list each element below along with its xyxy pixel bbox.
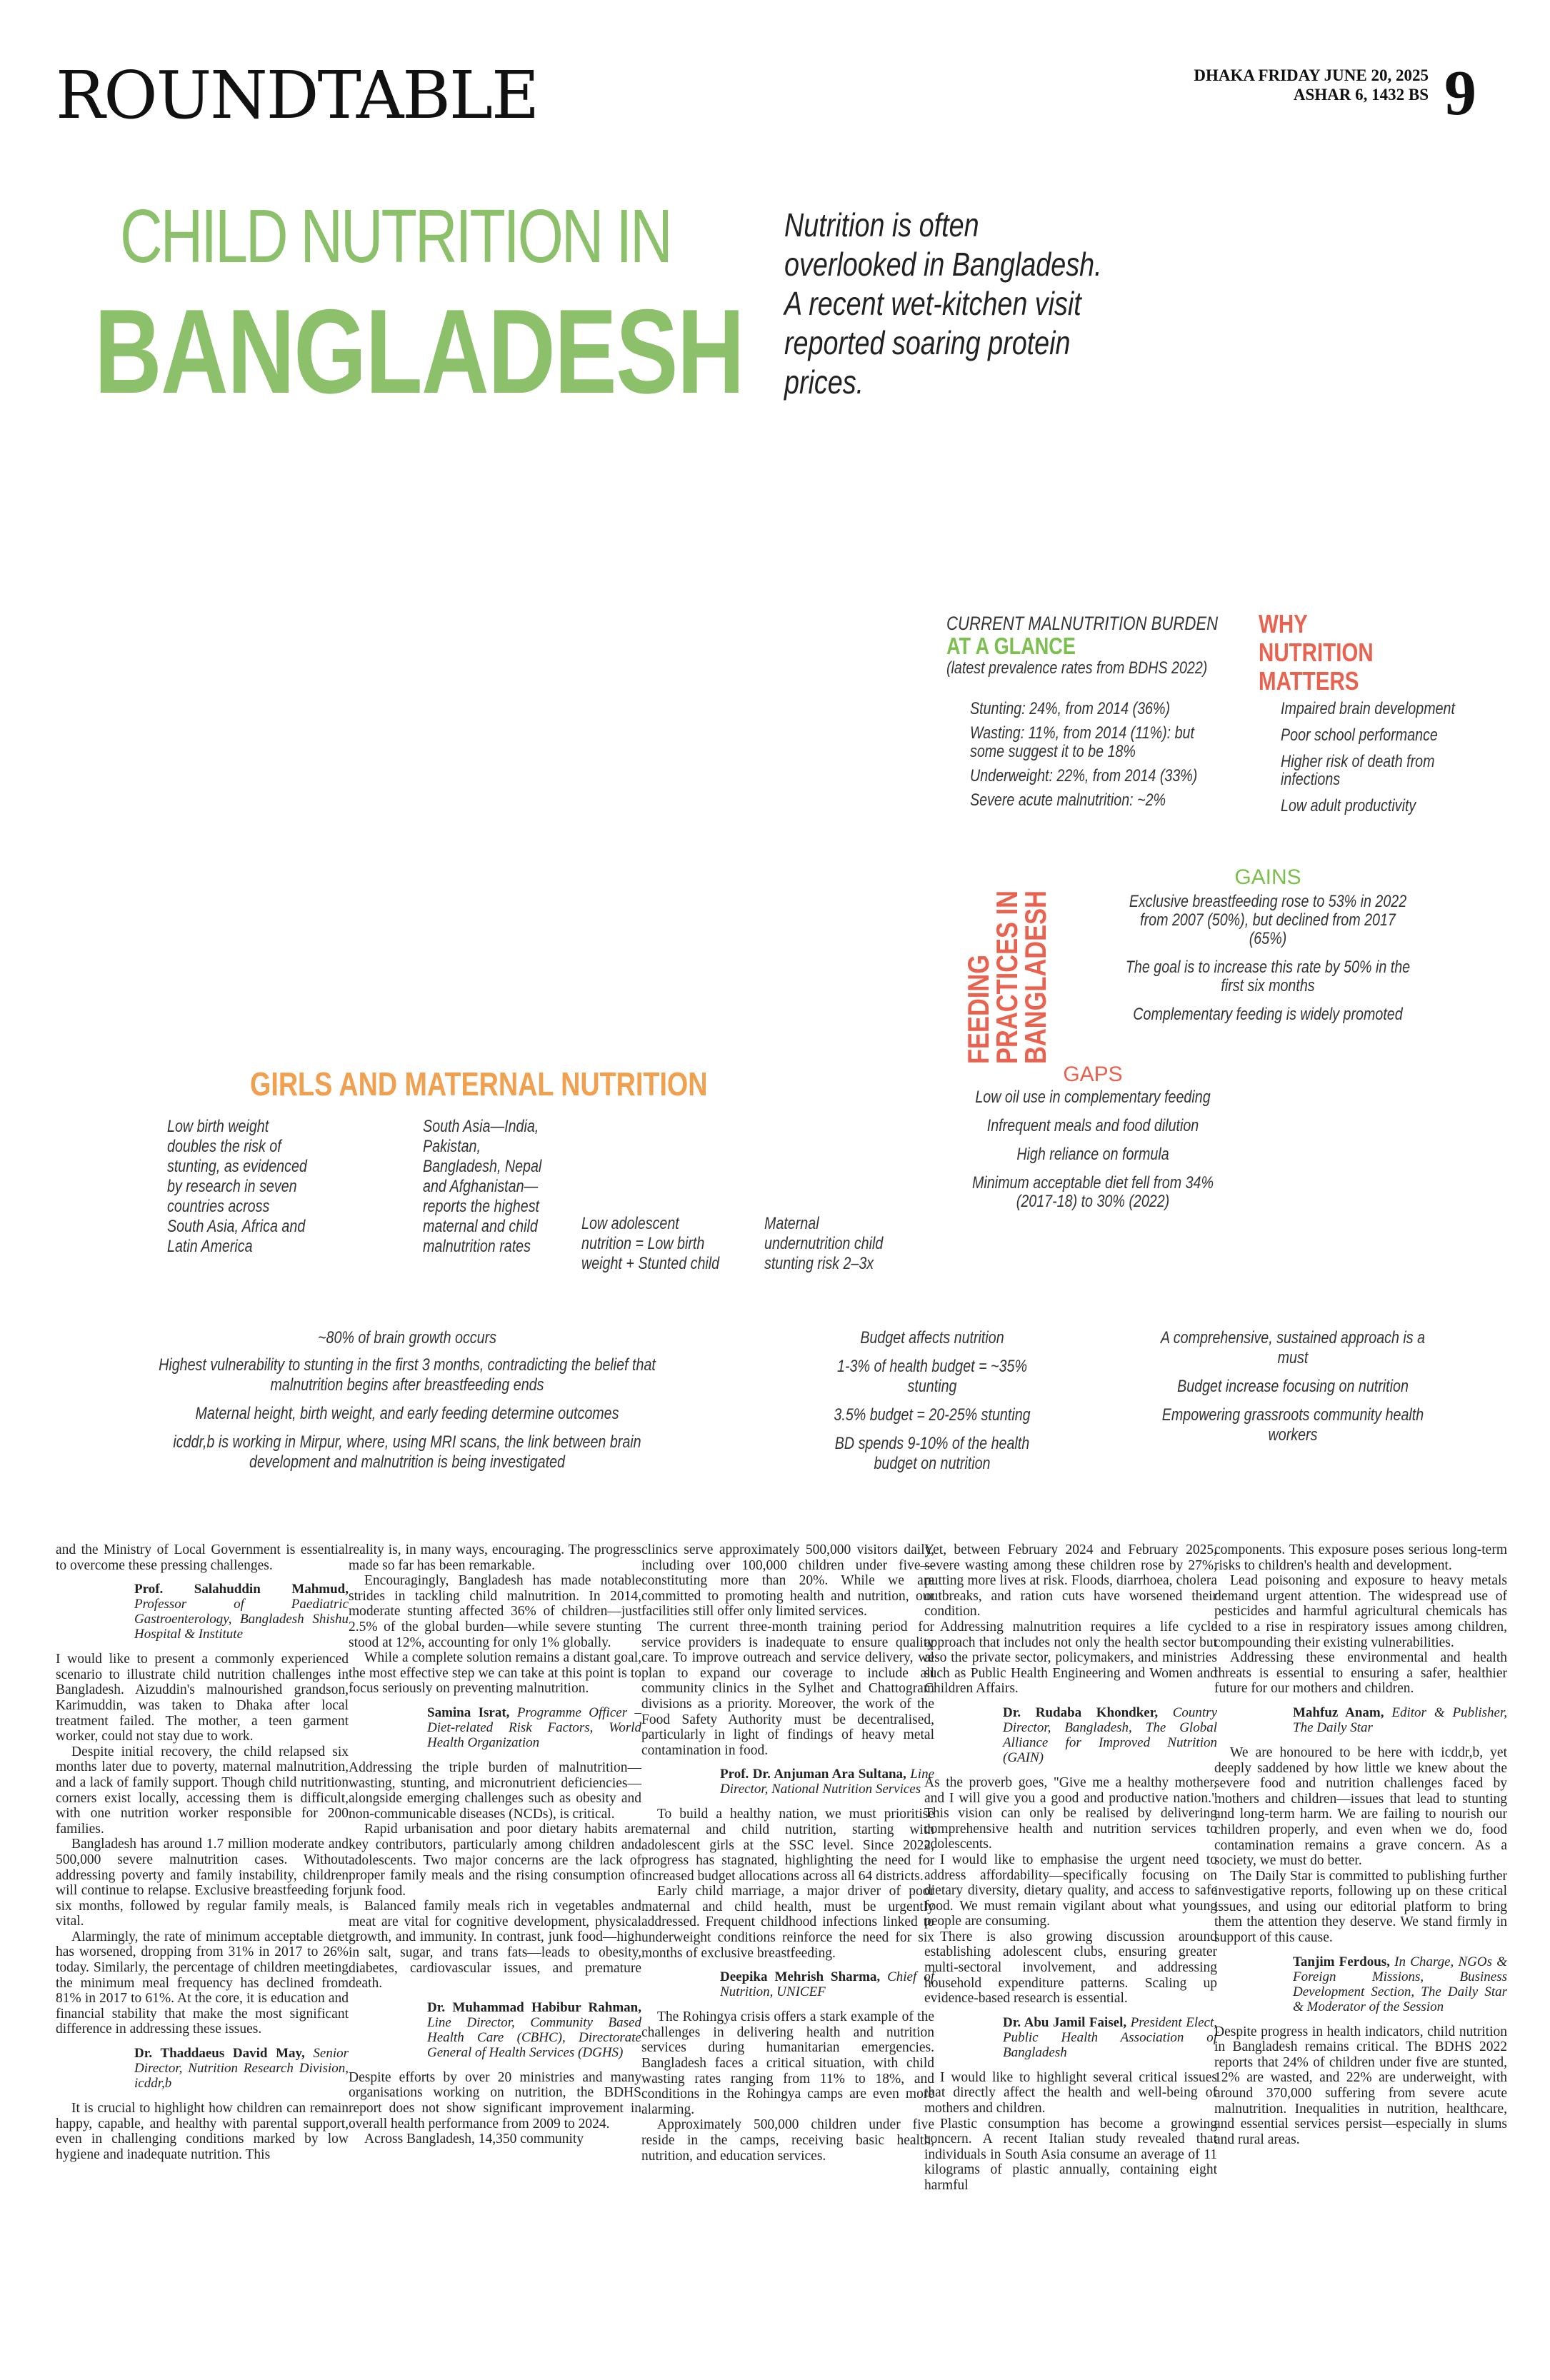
body-column-4 (924, 1542, 1217, 2194)
body-column-2 (349, 1542, 641, 2147)
byline-name: Tanjim Ferdous, (1293, 1954, 1390, 1969)
byline (134, 2046, 349, 2091)
byline-role: Line Director, National Nutrition Services (720, 1767, 935, 1797)
feeding-heading-line: FEEDING (961, 954, 995, 1064)
gaps-title: GAPS (1063, 1063, 1123, 1086)
budget-item: 1-3% of health budget = ~35% stunting (837, 1357, 1027, 1396)
paragraph: There is also growing discussion around establishing adolescent clubs, ensuring greater multi-sectoral involvement, and addressing household expenditure patterns. Scaling up evidence-based research is essential. (924, 1929, 1217, 2007)
byline-role: Senior Director, Nutrition Research Division, icddr,b (134, 2046, 349, 2092)
page-number: 9 (1444, 58, 1476, 129)
why-heading (1259, 610, 1374, 696)
byline-role: Professor of Paediatric Gastroenterology, Bangladesh Shishu Hospital & Institute (134, 1597, 349, 1642)
gains-item: Exclusive breastfeeding rose to 53% in 2022 from 2007 (50%), but declined from 2017 (65%) (1129, 892, 1407, 948)
girls-heading: GIRLS AND MATERNAL NUTRITION (250, 1065, 708, 1103)
approach-block (1129, 1328, 1457, 1445)
byline (1003, 2015, 1217, 2060)
burden-title: AT A GLANCE (946, 633, 1076, 659)
paragraph: Despite initial recovery, the child relapsed six months later due to poverty, maternal malnutrition, and a lack of family support. Though child nutrition corners exist locally, accessing them is difficult, with one nutrition worker responsible for 200 families. (56, 1744, 349, 1837)
feeding-vertical-heading (961, 864, 1086, 1064)
brain-item: icddr,b is working in Mirpur, where, using MRI scans, the link between brain development and malnutrition is being investigated (173, 1432, 641, 1472)
budget-item: Budget affects nutrition (860, 1328, 1004, 1347)
brain-item: Highest vulnerability to stunting in the first 3 months, contradicting the belief that malnutrition begins after breastfeeding ends (159, 1355, 656, 1395)
gains-title: GAINS (1234, 865, 1301, 889)
paragraph: Approximately 500,000 children under five reside in the camps, receiving basic health, nutrition, and education services. (641, 2117, 934, 2164)
dateline (1186, 66, 1429, 104)
paragraph: It is crucial to highlight how children can remain happy, capable, and healthy with parental support, even in challenging conditions marked by low hygiene and inadequate nutrition. This (56, 2101, 349, 2162)
gains-item: Complementary feeding is widely promoted (1133, 1005, 1403, 1024)
paragraph: Addressing malnutrition requires a life cycle approach that includes not only the health sector but also the private sector, policymakers, and ministries such as Public Health Engineering and Women and Children Affairs. (924, 1619, 1217, 1697)
paragraph: Encouragingly, Bangladesh has made notable strides in tackling child malnutrition. In 2014, moderate stunting affected 36% of children—just 2.5% of the global burden—while severe stunting stood at 12%, accounting for only 1% globally. (349, 1573, 641, 1650)
paragraph: Rapid urbanisation and poor dietary habits are key contributors, particularly among children and adolescents. Two major concerns are the lack of proper family meals and the rising consumption of junk food. (349, 1822, 641, 1899)
paragraph: To build a healthy nation, we must prioritise maternal and child nutrition, starting with adolescent girls at the SSC level. Since 2022, progress has stagnated, highlighting the need for increased budget allocations across all 64 districts. (641, 1807, 934, 1884)
byline-role: Editor & Publisher, The Daily Star (1293, 1704, 1507, 1735)
why-list (1281, 700, 1480, 815)
gaps-block (943, 1063, 1243, 1211)
burden-block (946, 613, 1246, 678)
byline (1293, 1954, 1507, 2014)
paragraph: We are honoured to be here with icddr,b, yet deeply saddened by how little we knew about the severe food and nutrition challenges faced by mothers and children—issues that lead to stunting and long-term harm. We are failing to nourish our children properly, and even when we do, food contamination remains a grave concern. As a society, we must do better. (1214, 1744, 1507, 1869)
paragraph: While a complete solution remains a distant goal, the most effective step we can take at this point is to focus seriously on preventing malnutrition. (349, 1650, 641, 1697)
why-item: Higher risk of death from infections (1281, 752, 1435, 789)
approach-item: Empowering grassroots community health workers (1161, 1405, 1424, 1445)
paragraph: The Daily Star is committed to publishing further investigative reports, following up on these critical issues, and using our editorial platform to bring them the attention they deserve. We stand firmly in support of this cause. (1214, 1868, 1507, 1946)
headline-line-2: BANGLADESH (94, 284, 744, 418)
byline-role: Country Director, Bangladesh, The Global Alliance for Improved Nutrition (GAIN) (1003, 1704, 1217, 1765)
why-heading-line: NUTRITION (1259, 638, 1374, 667)
byline-role: Chief of Nutrition, UNICEF (720, 1969, 935, 2000)
girls-item-1: Low birth weight doubles the risk of stunting, as evidenced by research in seven countries across South Asia, Africa and Latin America (167, 1117, 307, 1256)
byline-name: Prof. Salahuddin Mahmud, (134, 1582, 349, 1597)
why-item: Low adult productivity (1281, 796, 1416, 815)
brain-item: ~80% of brain growth occurs (318, 1328, 496, 1347)
paragraph: The Rohingya crisis offers a stark example of the challenges in delivering health and nutrition services during humanitarian emergencies. Bangladesh faces a critical situation, with child wasting rates ranging from 11% to 18%, and conditions in the Rohingya camps are even more alarming. (641, 2009, 934, 2117)
girls-item-2: South Asia—India, Pakistan, Bangladesh, Nepal and Afghanistan—reports the highest maternal and child malnutrition rates (423, 1117, 542, 1256)
headline-line-1: CHILD NUTRITION IN (120, 194, 671, 278)
paragraph: Bangladesh has around 1.7 million moderate and 500,000 severe malnutrition cases. Without addressing poverty and family instability, children will continue to relapse. Exclusive breastfeeding for six months, followed by regular family meals, is vital. (56, 1837, 349, 1929)
paragraph: and the Ministry of Local Government is essential to overcome these pressing challenges. (56, 1542, 349, 1573)
paragraph: reality is, in many ways, encouraging. The progress made so far has been remarkable. (349, 1542, 641, 1573)
feeding-heading-line: PRACTICES IN (990, 890, 1024, 1064)
headline-intro: Nutrition is often overlooked in Bangladesh. A recent wet-kitchen visit reported soaring protein prices. (784, 206, 1102, 401)
budget-block (804, 1328, 1061, 1474)
gains-block (1089, 865, 1446, 1024)
girls-item-4: Maternal undernutrition child stunting risk 2–3x (764, 1214, 884, 1273)
byline (427, 1705, 641, 1750)
burden-item: Severe acute malnutrition: ~2% (970, 790, 1166, 810)
paragraph: Lead poisoning and exposure to heavy metals demand urgent attention. The widespread use of pesticides and harmful agricultural chemicals has led to a rise in respiratory issues among children, compounding their existing vulnerabilities. (1214, 1573, 1507, 1650)
byline-name: Deepika Mehrish Sharma, (720, 1969, 881, 1985)
burden-kicker: CURRENT MALNUTRITION BURDEN (946, 613, 1219, 634)
byline (720, 1969, 934, 1999)
paragraph: Despite efforts by over 20 ministries and many organisations working on nutrition, the BDHS report does not show significant improvement in overall health performance from 2009 to 2024. (349, 2069, 641, 2132)
byline-role: Line Director, Community Based Health Care (CBHC), Directorate General of Health Services (DGHS) (427, 2014, 641, 2060)
paragraph: Balanced family meals rich in vegetables and meat are vital for cognitive development, physical growth, and immunity. In contrast, junk food—high in salt, sugar, and trans fats—leads to obesity, diabetes, cardiovascular issues, and premature death. (349, 1899, 641, 1992)
budget-item: 3.5% budget = 20-25% stunting (834, 1405, 1031, 1425)
why-heading-line: MATTERS (1259, 666, 1359, 696)
byline-name: Dr. Rudaba Khondker, (1003, 1704, 1159, 1720)
dateline-date: DHAKA FRIDAY JUNE 20, 2025 (1194, 66, 1429, 84)
why-item: Poor school performance (1281, 725, 1438, 745)
brain-block (79, 1328, 736, 1472)
paragraph: Addressing these environmental and health threats is essential to ensuring a safer, healthier future for our mothers and children. (1214, 1650, 1507, 1697)
girls-item-3: Low adolescent nutrition = Low birth weight + Stunted child (581, 1214, 720, 1273)
gaps-item: Low oil use in complementary feeding (975, 1088, 1211, 1107)
burden-list (970, 700, 1228, 810)
paragraph: Yet, between February 2024 and February 2025, severe wasting among these children rose by 27%, putting more lives at risk. Floods, diarrhoea, cholera outbreaks, and ration cuts have worsened their condition. (924, 1542, 1217, 1620)
paragraph: components. This exposure poses serious long-term risks to children's health and development. (1214, 1542, 1507, 1573)
burden-item: Stunting: 24%, from 2014 (36%) (970, 699, 1171, 718)
byline-name: Dr. Abu Jamil Faisel, (1003, 2014, 1127, 2030)
burden-subtitle: (latest prevalence rates from BDHS 2022) (946, 658, 1208, 678)
byline (720, 1767, 934, 1797)
why-heading-line: WHY (1259, 609, 1308, 638)
paragraph: The current three-month training period for service providers is inadequate to ensure quality care. To improve outreach and service delivery, we plan to expand our coverage to include all community clinics in the Sylhet and Chattogram divisions as a priority. Moreover, the work of the Food Safety Authority must be decentralised, particularly in light of findings of heavy metal contamination in food. (641, 1619, 934, 1758)
byline-role: Programme Officer – Diet-related Risk Factors, World Health Organization (427, 1704, 641, 1750)
paragraph: clinics serve approximately 500,000 visitors daily, including over 100,000 children under five—constituting more than 20%. While we are committed to promoting health and nutrition, our facilities still offer only limited services. (641, 1542, 934, 1620)
byline-name: Mahfuz Anam, (1293, 1704, 1384, 1720)
byline-role: In Charge, NGOs & Foreign Missions, Business Development Section, The Daily Star & Moderator of the Session (1293, 1954, 1508, 2014)
feeding-heading-line: BANGLADESH (1019, 890, 1052, 1064)
gaps-item: Infrequent meals and food dilution (986, 1116, 1199, 1135)
gains-item: The goal is to increase this rate by 50% in the first six months (1125, 958, 1411, 995)
byline (134, 1582, 349, 1642)
byline-role: President Elect, Public Health Association of Bangladesh (1003, 2014, 1217, 2060)
brain-item: Maternal height, birth weight, and early feeding determine outcomes (195, 1404, 619, 1423)
body-column-5 (1214, 1542, 1507, 2147)
byline-name: Samina Israt, (427, 1704, 510, 1720)
section-masthead: ROUNDTABLE (56, 57, 539, 134)
approach-item: Budget increase focusing on nutrition (1177, 1377, 1409, 1396)
byline (1003, 1705, 1217, 1765)
paragraph: Addressing the triple burden of malnutrition—wasting, stunting, and micronutrient deficiencies—alongside emerging challenges such as obesity and non-communicable diseases (NCDs), is critical. (349, 1759, 641, 1822)
gaps-item: High reliance on formula (1016, 1145, 1169, 1164)
budget-item: BD spends 9-10% of the health budget on nutrition (834, 1434, 1030, 1473)
burden-item: Underweight: 22%, from 2014 (33%) (970, 766, 1198, 785)
approach-item: A comprehensive, sustained approach is a must (1160, 1328, 1426, 1367)
paragraph: I would like to present a commonly experienced scenario to illustrate child nutrition challenges in Bangladesh. Aizuddin's malnourished grandson, Karimuddin, was taken to Dhaka after local treatment failed. The mother, a teen garment worker, could not stay due to work. (56, 1652, 349, 1744)
why-item: Impaired brain development (1281, 699, 1455, 718)
gaps-item: Minimum acceptable diet fell from 34% (2017-18) to 30% (2022) (972, 1173, 1214, 1211)
burden-item: Wasting: 11%, from 2014 (11%): but some suggest it to be 18% (970, 723, 1194, 761)
paragraph: Despite progress in health indicators, child nutrition in Bangladesh remains critical. The BDHS 2022 reports that 24% of children under five are stunted, 12% are wasted, and 22% are underweight, with around 370,000 suffering from severe acute malnutrition. Inequalities in nutrition, healthcare, and essential services persist—especially in slums and rural areas. (1214, 2024, 1507, 2147)
paragraph: Early child marriage, a major driver of poor maternal and child health, must be urgently addressed. Frequent childhood infections linked to underweight conditions reinforce the need for six months of exclusive breastfeeding. (641, 1884, 934, 1961)
body-column-3 (641, 1542, 934, 2164)
paragraph: Across Bangladesh, 14,350 community (364, 2132, 584, 2147)
paragraph: I would like to highlight several critical issues that directly affect the health and well-being of mothers and children. (924, 2069, 1217, 2117)
paragraph: I would like to emphasise the urgent need to address affordability—specifically focusing on dietary diversity, dietary quality, and access to safe food. We must remain vigilant about what young people are consuming. (924, 1852, 1217, 1929)
paragraph: Plastic consumption has become a growing concern. A recent Italian study revealed that individuals in South Asia consume an average of 11 kilograms of plastic annually, containing eight harmful (924, 2116, 1217, 2193)
dateline-bangla-date: ASHAR 6, 1432 BS (1293, 86, 1429, 104)
paragraph: As the proverb goes, "Give me a healthy mother, and I will give you a good and productive nation." This vision can only be realised by delivering comprehensive health and nutrition services to adolescents. (924, 1774, 1217, 1852)
byline-name: Dr. Thaddaeus David May, (134, 2046, 305, 2062)
byline (427, 2000, 641, 2060)
body-column-1 (56, 1542, 349, 2162)
paragraph: Alarmingly, the rate of minimum acceptable diet has worsened, dropping from 31% in 2017 to 26% today. Similarly, the percentage of children meeting the minimum meal frequency has declined from 81% in 2017 to 61%. At the core, it is education and financial stability that make the most significant difference in addressing these issues. (56, 1929, 349, 2037)
byline (1293, 1705, 1507, 1735)
byline-name: Dr. Muhammad Habibur Rahman, (427, 1999, 641, 2015)
byline-name: Prof. Dr. Anjuman Ara Sultana, (720, 1767, 906, 1782)
